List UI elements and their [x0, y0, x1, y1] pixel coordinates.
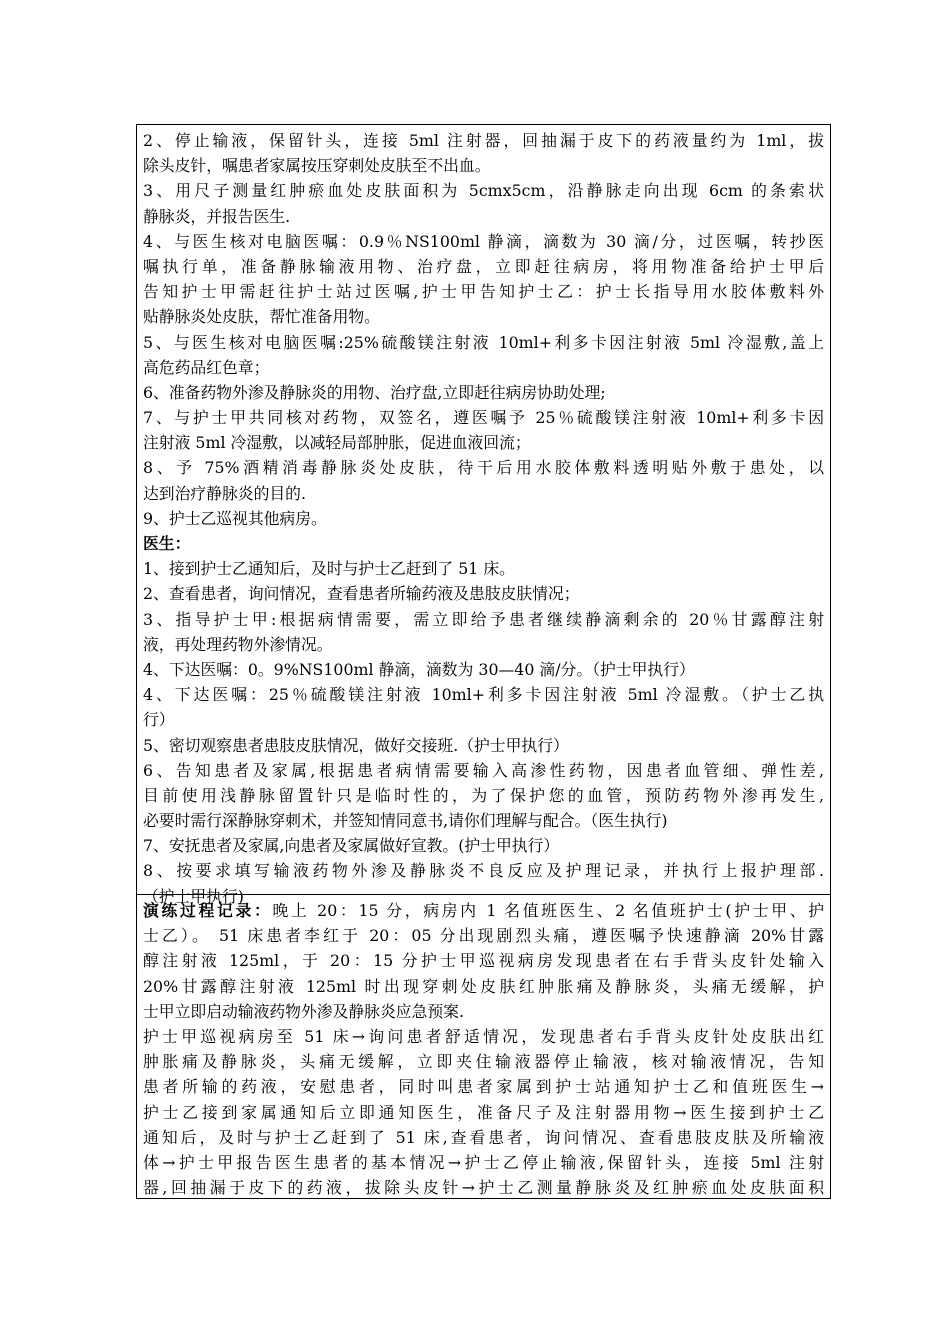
text-line: 5、密切观察患者患肢皮肤情况，做好交接班.（护士甲执行） [143, 735, 569, 755]
text-line: 4、下达医嘱：25％硫酸镁注射液 10ml+利多卡因注射液 5ml 冷湿敷。（护士乙执 [143, 685, 824, 705]
text-line: 2、查看患者，询问情况，查看患者所输药液及患肢皮肤情况； [143, 584, 580, 604]
text-line: 护士甲巡视病房至 51 床→询问患者舒适情况，发现患者右手背头皮针处皮肤出红 [143, 1026, 824, 1046]
text-line: 9、护士乙巡视其他病房。 [143, 508, 327, 528]
text-line: 告知护士甲需赶往护士站过医嘱,护士甲告知护士乙：护士长指导用水胶体敷料外 [143, 282, 824, 302]
text-line: 3、指导护士甲:根据病情需要，需立即给予患者继续静滴剩余的 20％甘露醇注射 [143, 609, 824, 629]
procedure-cell [137, 125, 830, 906]
text-line: 20%甘露醇注射液 125ml 时出现穿刺处皮肤红肿胀痛及静脉炎，头痛无缓解，护 [143, 976, 824, 996]
text-line: 液，再处理药物外渗情况。 [143, 634, 333, 654]
text-line: 2、停止输液，保留针头，连接 5ml 注射器，回抽漏于皮下的药液量约为 1ml，拔 [143, 131, 824, 150]
text-line: 贴静脉炎处皮肤，帮忙准备用物。 [143, 307, 380, 327]
text-line: 7、安抚患者及家属,向患者及家属做好宣教。(护士甲执行） [143, 836, 560, 856]
text-line: 3、用尺子测量红肿瘀血处皮肤面积为 5cmx5cm，沿静脉走向出现 6cm 的条索状 [143, 181, 824, 201]
text-line: 嘱执行单，准备静脉输液用物、治疗盘，立即赶往病房，将用物准备给护士甲后 [143, 256, 824, 276]
text-line: 6、准备药物外渗及静脉炎的用物、治疗盘,立即赶往病房协助处理; [143, 382, 606, 402]
text-line: 士乙）。 51 床患者李红于 20：05 分出现剧烈头痛，遵医嘱予快速静滴 20%甘露 [143, 926, 824, 946]
text-line: 除头皮针，嘱患者家属按压穿刺处皮肤至不出血。 [143, 156, 491, 176]
text-line: 醇注射液 125ml，于 20：15 分护士甲巡视病房发现患者在右手背头皮针处输入 [143, 951, 824, 971]
text-line: 护士乙接到家属通知后立即通知医生，准备尺子及注射器用物→医生接到护士乙 [143, 1102, 824, 1122]
drill-record-cell [137, 896, 830, 1198]
text-line: 通知后，及时与护士乙赶到了 51 床,查看患者，询问情况、查看患肢皮肤及所输液 [143, 1127, 824, 1147]
text-line: 器,回抽漏于皮下的药液，拔除头皮针→护士乙测量静脉炎及红肿瘀血处皮肤面积 [143, 1178, 824, 1198]
text-line: 静脉炎，并报告医生. [143, 206, 291, 226]
text-line: 8、予 75%酒精消毒静脉炎处皮肤，待干后用水胶体敷料透明贴外敷于患处，以 [143, 458, 824, 478]
text-line: 高危药品红色章； [143, 357, 270, 377]
record-table [136, 124, 831, 1199]
text-line: 目前使用浅静脉留置针只是临时性的，为了保护您的血管，预防药物外渗再发生, [143, 785, 824, 805]
text-line: 必要时需行深静脉穿刺术，并签知情同意书,请你们理解与配合。（医生执行) [143, 811, 668, 831]
text-line: 4、与医生核对电脑医嘱：0.9％NS100ml 静滴，滴数为 30 滴/分，过医嘱，转抄医 [143, 231, 824, 251]
text-line: 患者所输的药液，安慰患者，同时叫患者家属到护士站通知护士乙和值班医生→ [143, 1077, 824, 1097]
text-line: 注射液 5ml 冷湿敷，以减轻局部肿胀，促进血液回流； [143, 433, 531, 453]
section-heading-doctor: 医生： [143, 534, 191, 553]
drill-record-first-line [143, 898, 824, 923]
text-line: 士甲立即启动输液药物外渗及静脉炎应急预案. [143, 1001, 464, 1021]
text-line: 7、与护士甲共同核对药物，双签名，遵医嘱予 25％硫酸镁注射液 10ml+利多卡因 [143, 408, 824, 428]
text-line: 6、告知患者及家属,根据患者病情需要输入高渗性药物，因患者血管细、弹性差, [143, 760, 824, 780]
text-line: （护士甲执行) [143, 886, 244, 906]
drill-record-first-text: 晚上 20：15 分，病房内 1 名值班医生、2 名值班护士(护士甲、护 [272, 901, 824, 920]
text-line: 肿胀痛及静脉炎，头痛无缓解，立即夹住输液器停止输液，核对输液情况，告知 [143, 1052, 824, 1072]
text-line: 8、按要求填写输液药物外渗及静脉炎不良反应及护理记录，并执行上报护理部. [143, 861, 824, 881]
text-line: 1、接到护士乙通知后，及时与护士乙赶到了 51 床。 [143, 559, 515, 579]
text-line: 体→护士甲报告医生患者的基本情况→护士乙停止输液,保留针头，连接 5ml 注射 [143, 1152, 824, 1172]
text-line: 5、与医生核对电脑医嘱:25%硫酸镁注射液 10ml+利多卡因注射液 5ml 冷湿敷,盖上 [143, 332, 824, 352]
text-line: 行） [143, 710, 175, 730]
drill-record-heading: 演练过程记录： [143, 901, 273, 920]
text-line: 达到治疗静脉炎的目的. [143, 483, 306, 503]
text-line: 4、下达医嘱：0。9%NS100ml 静滴，滴数为 30—40 滴/分。（护士甲执行） [143, 659, 695, 679]
row-divider [137, 894, 830, 895]
